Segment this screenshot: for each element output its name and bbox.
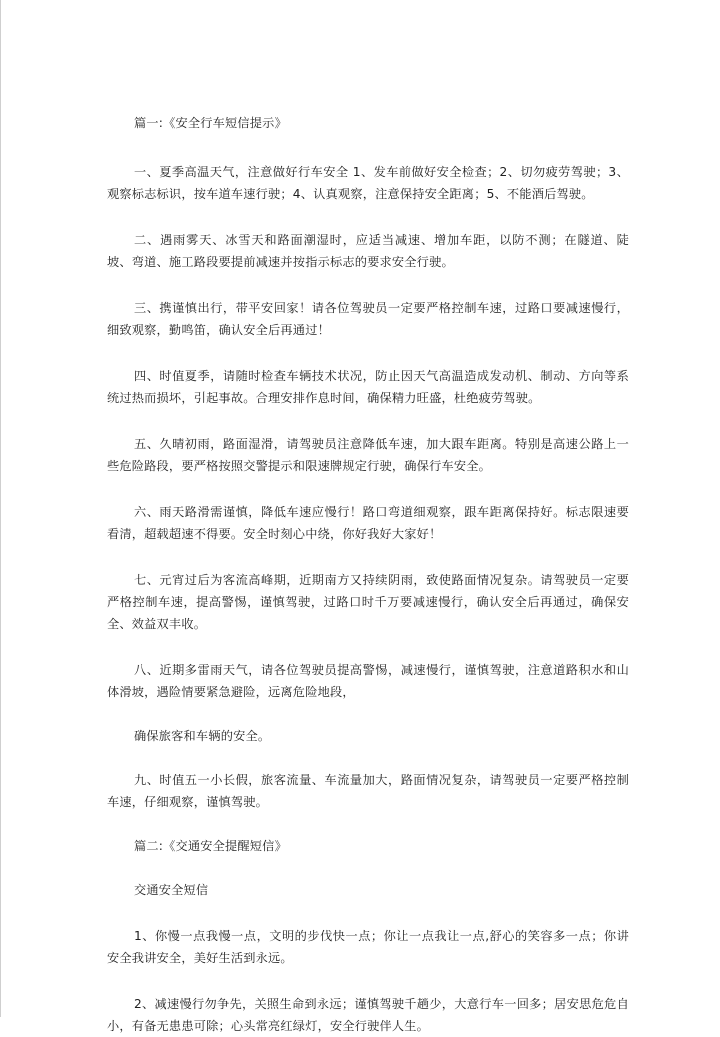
paragraph-3: 三、携谨慎出行，带平安回家！请各位驾驶员一定要严格控制车速，过路口要减速慢行，细致观察，勤鸣笛，确认安全后再通过！ — [107, 301, 629, 337]
sms-item-2: 2、减速慢行勿争先，关照生命到永远；谨慎驾驶千趟少，大意行车一回多；居安思危危自小，有备无患患可除；心头常亮红绿灯，安全行驶伴人生。 — [107, 997, 629, 1033]
paragraph-4: 四、时值夏季，请随时检查车辆技术状况，防止因天气高温造成发动机、制动、方向等系统过热而损坏，引起事故。合理安排作息时间，确保精力旺盛，杜绝疲劳驾驶。 — [107, 369, 629, 405]
paragraph-5: 五、久晴初雨，路面湿滑，请驾驶员注意降低车速，加大跟车距离。特别是高速公路上一些危险路段，要严格按照交警提示和限速牌规定行驶，确保行车安全。 — [107, 437, 629, 473]
paragraph-6: 六、雨天路滑需谨慎，降低车速应慢行！路口弯道细观察，跟车距离保持好。标志限速要看清，超载超速不得要。安全时刻心中绕，你好我好大家好！ — [107, 505, 629, 541]
paragraph-8: 八、近期多雷雨天气，请各位驾驶员提高警惕，减速慢行，谨慎驾驶，注意道路积水和山体滑坡，遇险情要紧急避险，远离危险地段， — [107, 663, 629, 699]
section-subtitle-2: 交通安全短信 — [134, 883, 209, 897]
sms-item-1: 1、你慢一点我慢一点，文明的步伐快一点；你让一点我让一点,舒心的笑容多一点；你讲安全我讲安全，美好生活到永远。 — [107, 929, 629, 965]
document-body — [107, 112, 629, 1037]
section-title-2: 篇二:《交通安全提醒短信》 — [134, 839, 287, 853]
paragraph-7: 七、元宵过后为客流高峰期，近期南方又持续阴雨，致使路面情况复杂。请驾驶员一定要严格控制车速，提高警惕，谨慎驾驶，过路口时千万要减速慢行，确认安全后再通过，确保安全、效益双丰收。 — [107, 573, 629, 631]
section-title-1: 篇一:《安全行车短信提示》 — [134, 116, 287, 130]
paragraph-9: 九、时值五一小长假，旅客流量、车流量加大，路面情况复杂，请驾驶员一定要严格控制车速，仔细观察，谨慎驾驶。 — [107, 773, 629, 809]
paragraph-8-continued: 确保旅客和车辆的安全。 — [134, 729, 271, 743]
paragraph-1: 一、夏季高温天气，注意做好行车安全 1、发车前做好安全检查；2、切勿疲劳驾驶；3、观察标志标识，按车道车速行驶；4、认真观察，注意保持安全距离；5、不能酒后驾驶。 — [107, 165, 629, 201]
paragraph-2: 二、遇雨雾天、冰雪天和路面潮湿时，应适当减速、增加车距，以防不测；在隧道、陡坡、弯道、施工路段要提前减速并按指示标志的要求安全行驶。 — [107, 233, 629, 269]
